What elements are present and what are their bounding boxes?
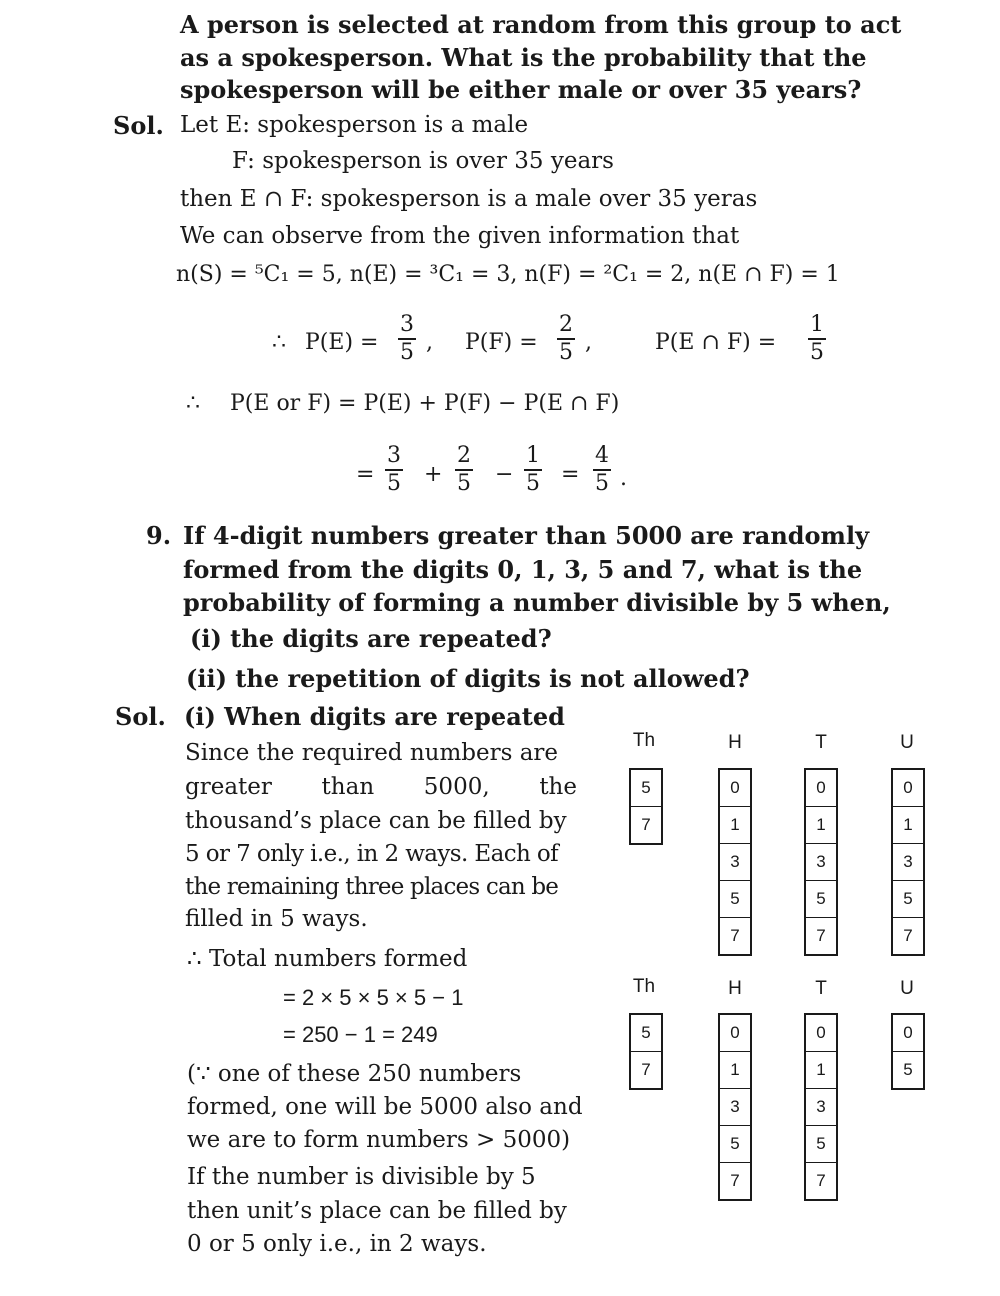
fraction-pe xyxy=(398,313,416,365)
digit-cell: 1 xyxy=(720,1051,750,1088)
digit-cell: 7 xyxy=(806,917,836,954)
pe-label: P(E) = xyxy=(305,330,379,355)
sol1-line-4: We can observe from the given information that xyxy=(180,223,740,249)
plus-sign: + xyxy=(424,462,443,487)
word: greater xyxy=(185,774,272,800)
digit-cell: 7 xyxy=(720,917,750,954)
fraction-denominator: 5 xyxy=(457,471,471,496)
period: . xyxy=(620,466,627,491)
div-line-3: 0 or 5 only i.e., in 2 ways. xyxy=(187,1231,487,1257)
fraction-denominator: 5 xyxy=(387,471,401,496)
digit-box-t xyxy=(804,768,838,956)
word: than xyxy=(321,774,375,800)
digit-box-t xyxy=(804,1013,838,1201)
column-header-th: Th xyxy=(632,976,656,997)
q9-part-2: (ii) the repetition of digits is not allowed? xyxy=(186,664,750,693)
fraction-pf xyxy=(557,313,575,365)
fraction-denominator: 5 xyxy=(400,340,414,365)
sol1-line-1: Let E: spokesperson is a male xyxy=(180,112,529,138)
digit-box-u xyxy=(891,768,925,956)
fraction-denominator: 5 xyxy=(526,471,540,496)
digit-cell: 3 xyxy=(720,843,750,880)
word: the xyxy=(539,774,577,800)
div-line-1: If the number is divisible by 5 xyxy=(187,1164,536,1190)
fraction-pef xyxy=(808,313,826,365)
digit-cell: 3 xyxy=(806,1088,836,1125)
para-line-6: filled in 5 ways. xyxy=(185,906,368,932)
note-line-1: (∵ one of these 250 numbers xyxy=(187,1061,522,1087)
q9-number: 9. xyxy=(146,521,172,550)
sol-label-2: Sol. xyxy=(115,702,166,731)
sol-label-1: Sol. xyxy=(113,111,164,140)
comma: , xyxy=(426,330,433,355)
fraction-denominator: 5 xyxy=(559,340,573,365)
fraction-numerator: 3 xyxy=(387,443,401,468)
column-header-u: U xyxy=(900,978,914,999)
pef-label: P(E ∩ F) = xyxy=(655,330,777,355)
fraction-sum-1 xyxy=(385,444,403,496)
digit-cell: 0 xyxy=(903,778,913,797)
digit-cell: 5 xyxy=(720,880,750,917)
para-line-5: the remaining three places can be xyxy=(185,874,559,900)
fraction-sum-result xyxy=(593,444,611,496)
column-header-h: H xyxy=(728,978,742,999)
fraction-numerator: 4 xyxy=(595,443,609,468)
digit-cell: 1 xyxy=(806,1051,836,1088)
digit-box-h xyxy=(718,768,752,956)
q9-line-2: formed from the digits 0, 1, 3, 5 and 7, what is the xyxy=(183,555,863,584)
note-line-2: formed, one will be 5000 also and xyxy=(187,1094,583,1120)
digit-cell: 3 xyxy=(893,843,923,880)
question-line-1: A person is selected at random from this group to act xyxy=(180,10,902,39)
digit-cell: 0 xyxy=(816,1023,826,1042)
digit-cell: 0 xyxy=(816,778,826,797)
digit-cell: 1 xyxy=(893,806,923,843)
sol1-line-3: then E ∩ F: spokesperson is a male over 35 yeras xyxy=(180,186,758,212)
digit-cell: 7 xyxy=(631,1051,661,1088)
equals-sign: = xyxy=(561,462,580,487)
total-label: ∴ Total numbers formed xyxy=(187,946,468,972)
digit-cell: 5 xyxy=(806,1125,836,1162)
digit-cell: 7 xyxy=(893,917,923,954)
digit-cell: 5 xyxy=(641,1023,651,1042)
q9-part-1: (i) the digits are repeated? xyxy=(190,624,552,653)
q9-line-3: probability of forming a number divisible by 5 when, xyxy=(183,588,891,617)
column-header-t: T xyxy=(815,732,827,753)
digit-box-th xyxy=(629,1013,663,1090)
note-line-3: we are to form numbers > 5000) xyxy=(187,1127,571,1153)
fraction-numerator: 3 xyxy=(400,312,414,337)
digit-box-h xyxy=(718,1013,752,1201)
pf-label: P(F) = xyxy=(465,330,538,355)
sol2-heading: (i) When digits are repeated xyxy=(184,702,565,731)
column-header-u: U xyxy=(900,732,914,753)
equals-sign: = xyxy=(356,462,375,487)
therefore-symbol: ∴ xyxy=(186,391,200,416)
para-line-3: thousand’s place can be filled by xyxy=(185,808,567,834)
calc-line-1: = 2 × 5 × 5 × 5 − 1 xyxy=(283,985,464,1010)
digit-cell: 3 xyxy=(720,1088,750,1125)
digit-cell: 1 xyxy=(720,806,750,843)
div-line-2: then unit’s place can be filled by xyxy=(187,1198,567,1224)
digit-cell: 7 xyxy=(631,806,661,843)
question-line-2: as a spokesperson. What is the probability that the xyxy=(180,43,867,72)
column-header-th: Th xyxy=(632,730,656,751)
fraction-sum-3 xyxy=(524,444,542,496)
minus-sign: − xyxy=(495,462,514,487)
digit-cell: 5 xyxy=(893,1051,923,1088)
fraction-denominator: 5 xyxy=(595,471,609,496)
question-line-3: spokesperson will be either male or over 35 years? xyxy=(180,75,862,104)
digit-cell: 3 xyxy=(806,843,836,880)
comma: , xyxy=(585,330,592,355)
q9-line-1: If 4-digit numbers greater than 5000 are randomly xyxy=(183,521,870,550)
para-line-1: Since the required numbers are xyxy=(185,740,559,766)
therefore-symbol: ∴ xyxy=(272,330,286,355)
digit-cell: 7 xyxy=(806,1162,836,1199)
para-line-4: 5 or 7 only i.e., in 2 ways. Each of xyxy=(185,841,559,867)
fraction-denominator: 5 xyxy=(810,340,824,365)
digit-cell: 5 xyxy=(720,1125,750,1162)
para-line-2 xyxy=(185,774,577,800)
digit-cell: 0 xyxy=(730,778,740,797)
digit-cell: 0 xyxy=(903,1023,913,1042)
sol1-line-2: F: spokesperson is over 35 years xyxy=(232,148,614,174)
word: 5000, xyxy=(423,774,490,800)
fraction-numerator: 1 xyxy=(810,312,824,337)
fraction-numerator: 2 xyxy=(559,312,573,337)
column-header-t: T xyxy=(815,978,827,999)
fraction-sum-2 xyxy=(455,444,473,496)
fraction-numerator: 2 xyxy=(457,443,471,468)
digit-cell: 0 xyxy=(730,1023,740,1042)
union-line: P(E or F) = P(E) + P(F) − P(E ∩ F) xyxy=(230,391,620,416)
column-header-h: H xyxy=(728,732,742,753)
calc-line-2: = 250 − 1 = 249 xyxy=(283,1022,438,1047)
digit-cell: 1 xyxy=(806,806,836,843)
digit-cell: 7 xyxy=(720,1162,750,1199)
fraction-numerator: 1 xyxy=(526,443,540,468)
digit-cell: 5 xyxy=(893,880,923,917)
counts-line: n(S) = ⁵C₁ = 5, n(E) = ³C₁ = 3, n(F) = ²C₁ = 2, n(E ∩ F) = 1 xyxy=(176,262,840,287)
digit-box-u xyxy=(891,1013,925,1090)
digit-box-th xyxy=(629,768,663,845)
digit-cell: 5 xyxy=(806,880,836,917)
digit-cell: 5 xyxy=(641,778,651,797)
